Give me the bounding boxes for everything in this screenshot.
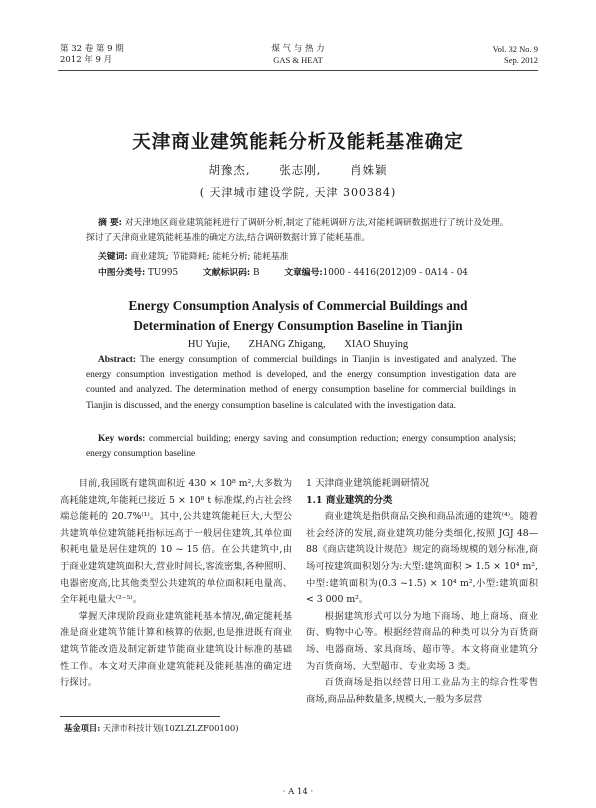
abstract-cn [86,216,516,246]
date-cn: 2012 年 9 月 [60,55,113,65]
volume-cn: 第 32 卷 第 9 期 [60,44,124,54]
article-number-value: 1000 - 4416(2012)09 - 0A14 - 04 [322,268,468,278]
section-heading: 1 天津商业建筑能耗调研情况 [306,478,430,489]
authors-cn [40,162,556,178]
abstract-en [86,353,516,414]
doc-code-value: B [252,268,260,278]
abstract-en-label: Abstract: [98,355,137,365]
body-paragraph: 百货商场是指以经营日用工业品为主的综合性零售商场,商品品种数量多,规模大,一般为多层营 [306,677,538,705]
body-left-column [60,476,292,692]
keywords-en [86,432,516,462]
header-rule [58,70,538,71]
author-cn: 胡豫杰, [208,163,251,177]
classification-line [98,266,490,280]
title-en [40,296,556,336]
journal-name-cn: 煤 气 与 热 力 [271,44,325,54]
body-paragraph: 根据建筑形式可以分为地下商场、地上商场、商业街、购物中心等。根据经营商品的种类可以分为百货商场、电器商场、家具商场、超市等。本文将商业建筑分为百货商场、大型超市、专业卖场 3 类。 [306,610,538,672]
keywords-cn-label: 关键词: [98,252,128,262]
header-left [60,44,124,66]
keywords-cn [98,250,288,264]
footnote-text: 天津市科技计划(10ZLZLZF00100) [102,723,239,733]
volume-en: Vol. 32 No. 9 [492,44,538,54]
authors-en [40,339,556,350]
author-cn: 肖姝颖 [350,163,388,177]
body-paragraph: 目前,我国既有建筑面积近 430 × 10⁸ m²,大多数为高耗能建筑,年能耗已接近 5 × 10⁸ t 标准煤,约占社会终端总能耗的 20.7%⁽¹⁾。其中,公共建筑能耗巨大,大型公共建筑单位建筑能耗指标远高于一般居住建筑,其单位面积耗电量是居住建筑的 10 ~ 15 倍。在公共建筑中,由于商业建筑建筑面积大,营业时间长,客流密集,各种照明、电器密度高,比其他类型公共建筑的单位面积耗电量高、全年耗电量大⁽²⁻⁵⁾。 [60,478,292,606]
date-en: Sep. 2012 [504,55,538,65]
footnote-rule [60,716,220,717]
footnote-label: 基金项目: [64,723,101,733]
body-right-column [306,476,538,708]
subsection-heading: 1.1 商业建筑的分类 [306,494,393,506]
title-en-line: Energy Consumption Analysis of Commercial Buildings and [128,298,468,313]
title-cn: 天津商业建筑能耗分析及能耗基准确定 [132,132,464,153]
article-number-label: 文章编号: [284,268,323,278]
abstract-en-text: The energy consumption of commercial buildings in Tianjin is investigated and analyzed. The energy consumption investigation method is developed, and the energy consumption investigation data are counted and analyzed. The determination method of energy consumption baseline for commercial buildings in Tianjin is discussed, and the energy consumption baseline is calculated with the investigation data. [86,355,516,411]
keywords-cn-text: 商业建筑; 节能降耗; 能耗分析; 能耗基准 [130,252,289,262]
author-en: ZHANG Zhigang, [248,339,326,350]
header-right [493,44,538,66]
keywords-en-label: Key words: [98,434,146,444]
affiliation-cn: ( 天津城市建设学院, 天津 300384) [199,186,397,199]
body-paragraph: 掌握天津现阶段商业建筑能耗基本情况,确定能耗基准是商业建筑节能计算和核算的依据,也是推进既有商业建筑节能改造及制定新建节能商业建筑设计标准的基础性工作。本文对天津商业建筑能耗及能耗基准的确定进行探讨。 [60,610,292,689]
abstract-cn-text: 对天津地区商业建筑能耗进行了调研分析,制定了能耗调研方法,对能耗调研数据进行了统计及处理。探讨了天津商业建筑能耗基准的确定方法,结合调研数据计算了能耗基准。 [86,218,509,243]
abstract-cn-label: 摘 要: [98,218,122,228]
journal-name-en: GAS & HEAT [273,55,323,65]
author-en: XIAO Shuying [344,339,409,350]
title-en-line: Determination of Energy Consumption Baseline in Tianjin [133,318,463,333]
keywords-en-text: commercial building; energy saving and consumption reduction; energy consumption analysis; energy consumption baseline [86,434,516,460]
clc-value: TU995 [148,268,179,278]
header-center [200,44,396,66]
body-paragraph: 商业建筑是指供商品交换和商品流通的建筑⁽⁴⁾。随着社会经济的发展,商业建筑功能分类细化,按照 JGJ 48—88《商店建筑设计规范》规定的商场规模的划分标准,商场可按建筑面积划分为:大型:建筑面积 > 1.5 × 10⁴ m²,中型:建筑面积为(0.3 ~1.5) × 10⁴ m²,小型:建筑面积 < 3 000 m²。 [306,511,538,606]
author-cn: 张志刚, [279,163,322,177]
page-number: · A 14 · [282,787,314,797]
doc-code-label: 文献标识码: [202,268,251,278]
footnote [64,722,238,734]
clc-label: 中图分类号: [98,268,146,278]
author-en: HU Yujie, [187,339,231,350]
